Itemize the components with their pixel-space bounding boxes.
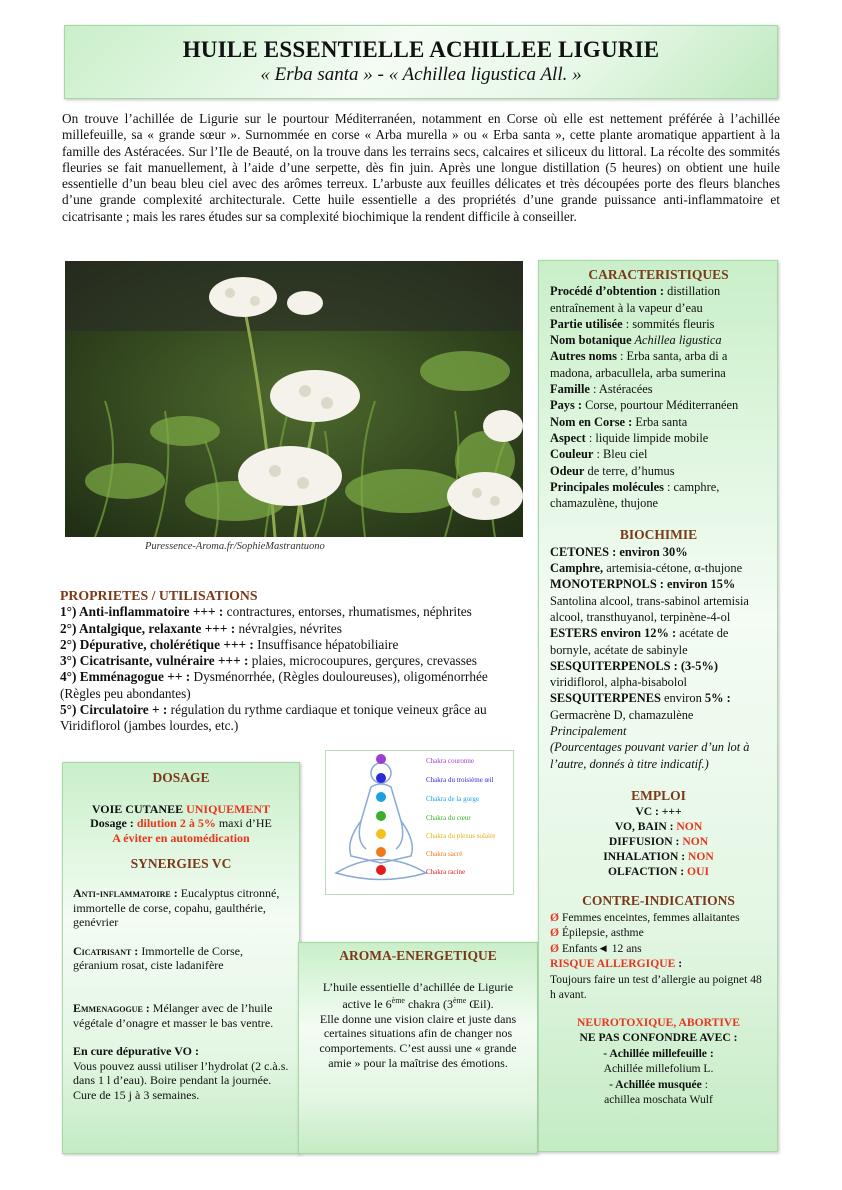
dosage-line: Dosage : dilution 2 à 5% maxi d’HE xyxy=(90,816,272,831)
proprietes-item: 1°) Anti-inflammatoire +++ : contractures, entorses, rhumatismes, néphrites xyxy=(60,604,472,620)
carac-item: Nom en Corse : Erba santa xyxy=(550,414,688,429)
synergy-cicatrisant: Cicatrisant : Immortelle de Corse, géranium rosat, ciste ladanifère xyxy=(73,943,243,973)
bio-item: viridiflorol, alpha-bisabolol xyxy=(550,675,687,690)
chakra-dot-gorge xyxy=(376,792,386,802)
proprietes-item: 4°) Emménagogue ++ : Dysménorrhée, (Règles douloureuses), oligoménorrhée (Règles peu abondantes) xyxy=(60,669,488,701)
flower-image xyxy=(65,261,523,537)
bio-item: SESQUITERPENES environ 5% : xyxy=(550,691,731,706)
dosage-box xyxy=(62,762,300,1154)
carac-item: Aspect : liquide limpide mobile xyxy=(550,430,709,445)
bio-item: Germacrène D, chamazulène xyxy=(550,707,694,722)
carac-item: Principales molécules : camphre, chamazulène, thujone xyxy=(550,479,720,511)
meditation-figure xyxy=(326,751,513,894)
proprietes-item: 2°) Antalgique, relaxante +++ : névralgies, névrites xyxy=(60,620,342,636)
chakra-diagram xyxy=(325,750,514,895)
carac-item: Pays : Corse, pourtour Méditerranéen xyxy=(550,398,739,413)
bio-item: MONOTERPNOLS : environ 15% xyxy=(550,577,736,592)
bio-item: CETONES : environ 30% xyxy=(550,544,688,559)
cure-depurative: En cure dépurative VO : Vous pouvez aussi utiliser l’hydrolat (2 c.à.s. dans 1 l d’eau). Boire pendant la journée. Cure de 15 j à 3 semaines. xyxy=(73,1044,289,1102)
contre-indications-heading: CONTRE-INDICATIONS xyxy=(582,893,735,909)
aroma-text-1: L’huile essentielle d’achillée de Ligurie active le 6ème chakra (3ème Œil). xyxy=(322,979,514,1012)
chakra-dot-couronne xyxy=(376,754,386,764)
emploi-heading: EMPLOI xyxy=(631,787,686,803)
chakra-label: Chakra de la gorge xyxy=(426,795,479,803)
chakra-label: Chakra couronne xyxy=(426,757,475,765)
carac-item: Famille : Astéracées xyxy=(550,382,653,397)
proprietes-section xyxy=(60,588,530,735)
page-title: HUILE ESSENTIELLE ACHILLEE LIGURIE xyxy=(182,37,660,62)
dosage-heading: DOSAGE xyxy=(152,770,210,785)
carac-item: Autres noms : Erba santa, arba di a madona, arbacullela, arba sumerina xyxy=(550,349,728,380)
contre-indications-list: Ø Femmes enceintes, femmes allaitantes Ø Épilepsie, asthme Ø Enfants◄ 12 ans RISQUE ALLERGIQUE : Toujours faire un test d’allergie au poignet 48 h avant. NEUROTOXIQUE, ABORTIVE NE PAS CONFONDRE AVEC : - Achillée millefeuille : Achillée millefolium L. - Achillée musquée : achillea moschata Wulf xyxy=(550,910,762,1106)
automedication-warning: A éviter en automédication xyxy=(112,830,250,845)
photo-caption: Puressence-Aroma.fr/SophieMastrantuono xyxy=(145,541,325,552)
bio-item: SESQUITERPENOLS : (3-5%) xyxy=(550,658,718,673)
carac-item: Odeur de terre, d’humus xyxy=(550,463,675,478)
carac-item: Partie utilisée : sommités fleuris xyxy=(550,316,715,331)
chakra-dot-coeur xyxy=(376,811,386,821)
chakra-dot-sacre xyxy=(376,847,386,857)
bio-note: (Pourcentages pouvant varier d’un lot à l’autre, donnés à titre indicatif.) xyxy=(550,740,750,771)
page-subtitle: « Erba santa » - « Achillea ligustica All. » xyxy=(260,64,582,85)
synergy-anti-inflammatoire: Anti-inflammatoire : Eucalyptus citronné, immortelle de corse, copahu, gaulthérie, genévrier xyxy=(73,885,280,930)
bio-item: Camphre, artemisia-cétone, α-thujone xyxy=(550,561,743,576)
synergies-heading: SYNERGIES VC xyxy=(130,856,232,872)
caracteristiques-heading: CARACTERISTIQUES xyxy=(588,267,729,282)
voie-cutanee: VOIE CUTANEE UNIQUEMENT xyxy=(91,801,271,816)
chakra-label: Chakra racine xyxy=(426,868,466,876)
aroma-energetique-box xyxy=(298,942,538,1154)
aroma-text-2: Elle donne une vision claire et juste dans certaines situations afin de changer nos comportements. C’est aussi une « grande amie » pour la maîtrise des émotions. xyxy=(319,1011,517,1070)
emploi-list: VC : +++ VO, BAIN : NON DIFFUSION : NON INHALATION : NON OLFACTION : OUI xyxy=(603,805,714,879)
title-banner xyxy=(64,25,778,99)
chakra-dot-plexus xyxy=(376,829,386,839)
chakra-label: Chakra du troisième œil xyxy=(426,776,494,784)
biochimie-heading: BIOCHIMIE xyxy=(619,527,698,543)
intro-paragraph: On trouve l’achillée de Ligurie sur le pourtour Méditerranéen, notamment en Corse où elle est nettement préférée à l’achillée millefeuille, sa « grande sœur ». Surnommée en corse « Arba murella » ou « Erba santa », cette plante aromatique appartient à la famille des Astéracées. Sur l’Ile de Beauté, on la trouve dans les terrains secs, calcaires et siliceux du littoral. La récolte des sommités fleuries se fait manuellement, à l’aide d’une serpette, dès fin juin. Après une longue distillation (5 heures) on obtient une huile essentielle d’un beau bleu ciel avec des arômes terreux. L’arbuste aux feuilles délicates et très découpées porte des fleurs blanches d’une grande complexité architecturale. Cette huile essentielle a des propriétés d’une grande puissance anti-inflammatoire et cicatrisante ; mais les rares études sur sa complexité biochimique la rendent difficile à conseiller. xyxy=(62,111,780,224)
right-column-box xyxy=(538,260,778,1152)
aroma-heading: AROMA-ENERGETIQUE xyxy=(339,948,497,963)
bio-note: Principalement xyxy=(550,724,627,739)
carac-item: Couleur : Bleu ciel xyxy=(550,447,648,462)
chakra-label: Chakra du cœur xyxy=(426,814,471,822)
bio-item: Santolina alcool, trans-sabinol artemisia alcool, transthuyanol, terpinène-4-ol xyxy=(550,593,749,624)
proprietes-item: 5°) Circulatoire + : régulation du rythme cardiaque et tonique veineux grâce au Viridiflorol (jambes lourdes, etc.) xyxy=(60,702,487,734)
carac-item: Procédé d’obtention : distillation entraînement à la vapeur d’eau xyxy=(550,284,721,315)
chakra-label: Chakra du plexus solaire xyxy=(426,832,496,840)
chakra-dot-troisieme-oeil xyxy=(376,773,386,783)
proprietes-heading: PROPRIETES / UTILISATIONS xyxy=(60,588,258,603)
proprietes-item: 3°) Cicatrisante, vulnéraire +++ : plaies, microcoupures, gerçures, crevasses xyxy=(60,653,477,669)
yarrow-photo xyxy=(65,261,523,537)
chakra-label: Chakra sacré xyxy=(426,850,463,858)
chakra-dot-racine xyxy=(376,865,386,875)
synergy-emmenagogue: Emmenagogue : Mélanger avec de l’huile végétale d’onagre et masser le bas ventre. xyxy=(73,1000,274,1030)
proprietes-item: 2°) Dépurative, cholérétique +++ : Insuffisance hépatobiliaire xyxy=(60,636,399,652)
bio-item: ESTERS environ 12% : acétate de bornyle, acétate de sabinyle xyxy=(550,626,729,657)
carac-item: Nom botanique Achillea ligustica xyxy=(550,333,722,348)
